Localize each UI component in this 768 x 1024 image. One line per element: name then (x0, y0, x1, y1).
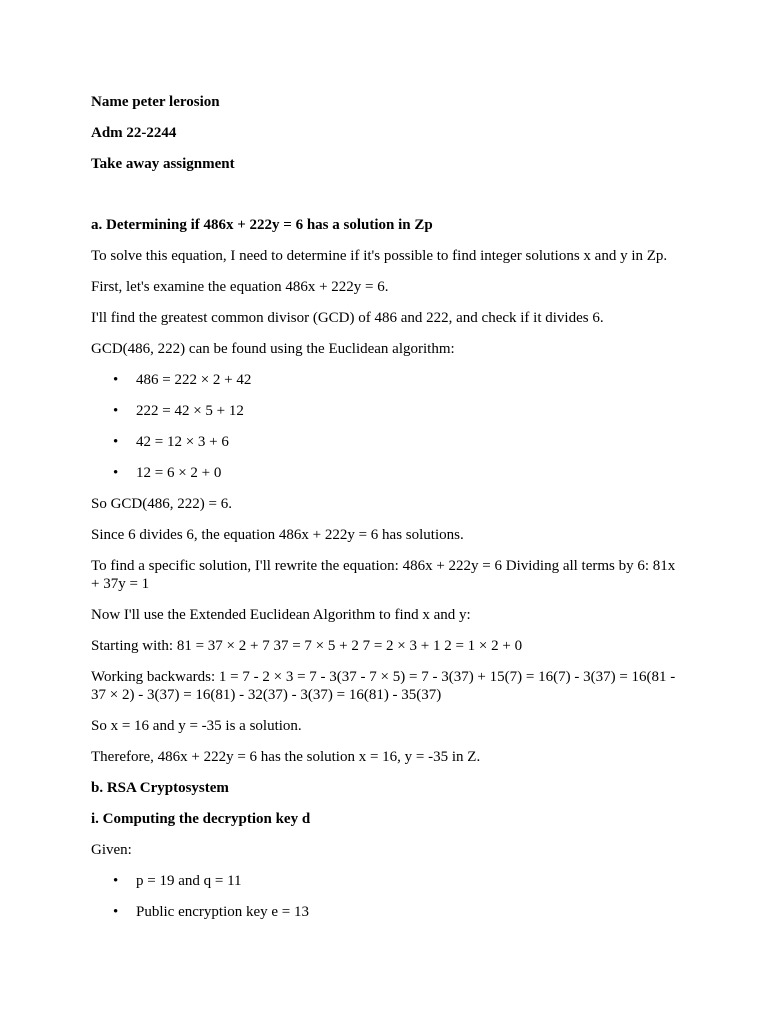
list-item (113, 371, 681, 389)
euclid-step: 42 = 12 × 3 + 6 (136, 434, 229, 450)
list-item (113, 402, 681, 420)
euclid-step: 486 = 222 × 2 + 42 (136, 372, 252, 388)
section-a-backwards: Working backwards: 1 = 7 - 2 × 3 = 7 - 3(37 - 7 × 5) = 7 - 3(37) + 15(7) = 16(7) - 3(37) = 16(81 - 37 × 2) - 3(37) = 16(81) - 32(37) - 3(37) = 16(81) - 35(37) (91, 669, 676, 703)
section-a-heading: a. Determining if 486x + 222y = 6 has a solution in Zp (91, 217, 433, 233)
list-item (113, 464, 681, 482)
section-a-intro: To solve this equation, I need to determine if it's possible to find integer solutions x and y in Zp. (91, 248, 668, 264)
bullet-icon: • (113, 904, 119, 920)
bullet-icon: • (113, 434, 119, 450)
section-b-heading: b. RSA Cryptosystem (91, 780, 229, 796)
list-item (113, 433, 681, 451)
given-item: Public encryption key e = 13 (136, 904, 310, 920)
section-a-solution: So x = 16 and y = -35 is a solution. (91, 718, 302, 734)
euclid-steps-list (91, 371, 681, 482)
list-item (113, 903, 681, 921)
section-b-sub-heading: i. Computing the decryption key d (91, 811, 311, 827)
section-a-extended-intro: Now I'll use the Extended Euclidean Algorithm to find x and y: (91, 607, 471, 623)
section-a-therefore: Therefore, 486x + 222y = 6 has the solution x = 16, y = -35 in Z. (91, 749, 481, 765)
admission-number: Adm 22-2244 (91, 125, 177, 141)
bullet-icon: • (113, 403, 119, 419)
given-item: p = 19 and q = 11 (136, 873, 242, 889)
euclid-step: 12 = 6 × 2 + 0 (136, 465, 222, 481)
bullet-icon: • (113, 873, 119, 889)
section-a-rewrite: To find a specific solution, I'll rewrite the equation: 486x + 222y = 6 Dividing all terms by 6: 81x + 37y = 1 (91, 558, 676, 592)
bullet-icon: • (113, 465, 119, 481)
student-name: Name peter lerosion (91, 94, 220, 110)
list-item (113, 872, 681, 890)
section-b-given-label: Given: (91, 842, 132, 858)
given-list (91, 872, 681, 921)
section-a-divides: Since 6 divides 6, the equation 486x + 222y = 6 has solutions. (91, 527, 464, 543)
section-a-starting: Starting with: 81 = 37 × 2 + 7 37 = 7 × 5 + 2 7 = 2 × 3 + 1 2 = 1 × 2 + 0 (91, 638, 523, 654)
section-a-gcd-plan: I'll find the greatest common divisor (GCD) of 486 and 222, and check if it divides 6. (91, 310, 604, 326)
spacer (91, 186, 681, 216)
section-a-gcd-result: So GCD(486, 222) = 6. (91, 496, 232, 512)
document-body (91, 93, 681, 934)
euclid-step: 222 = 42 × 5 + 12 (136, 403, 244, 419)
assignment-title: Take away assignment (91, 156, 235, 172)
bullet-icon: • (113, 372, 119, 388)
section-a-examine: First, let's examine the equation 486x + 222y = 6. (91, 279, 389, 295)
section-a-euclid-intro: GCD(486, 222) can be found using the Euclidean algorithm: (91, 341, 455, 357)
